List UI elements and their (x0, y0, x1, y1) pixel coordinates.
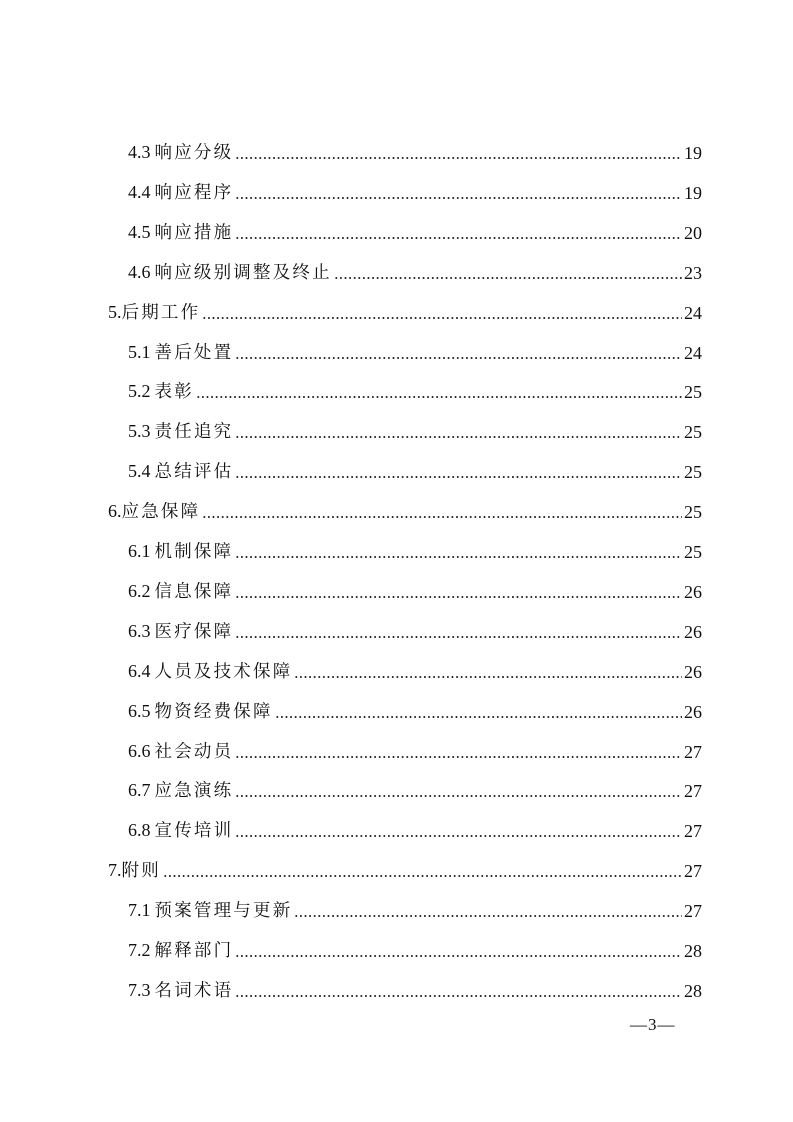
toc-entry-label (108, 301, 202, 324)
dot-leader (163, 875, 682, 877)
dot-leader (235, 556, 682, 558)
toc-entry-number: 6.5 (128, 700, 151, 721)
toc-entry-title: 应急演练 (154, 781, 234, 802)
toc-entry-label (128, 261, 334, 284)
toc-entry-label (128, 221, 235, 244)
toc-entry-page: 24 (684, 302, 702, 323)
toc-entry[interactable] (128, 447, 702, 483)
toc-entry[interactable] (128, 248, 702, 284)
toc-entry[interactable] (128, 806, 702, 842)
toc-entry-label (128, 740, 235, 763)
toc-entry-page: 25 (684, 422, 702, 443)
dot-leader (235, 995, 682, 997)
toc-entry-title: 宣传培训 (154, 821, 234, 842)
dot-leader (235, 596, 682, 598)
toc-entry-label (128, 939, 235, 962)
toc-entry-label (128, 979, 235, 1002)
toc-entry-title: 附则 (121, 861, 161, 882)
toc-entry-title: 信息保障 (154, 581, 234, 602)
toc-entry-page: 19 (684, 182, 702, 203)
dot-leader (235, 436, 682, 438)
toc-entry-label (128, 899, 294, 922)
toc-entry-page: 26 (684, 621, 702, 642)
dot-leader (235, 795, 682, 797)
toc-entry-number: 7.1 (128, 900, 151, 921)
toc-entry-number: 4.6 (128, 261, 151, 282)
toc-entry-page: 25 (684, 502, 702, 523)
toc-entry[interactable] (128, 367, 702, 403)
toc-entry-page: 26 (684, 661, 702, 682)
toc-entry-number: 4.3 (128, 142, 151, 162)
dot-leader (235, 157, 682, 159)
toc-entry-title: 应急保障 (121, 502, 201, 523)
toc-entry-page: 23 (684, 262, 702, 283)
toc-entry-label (128, 580, 235, 603)
toc-entry-number: 6.4 (128, 660, 151, 681)
toc-entry-title: 解释部门 (154, 941, 234, 961)
toc-entry-page: 24 (684, 342, 702, 363)
toc-entry-page: 27 (684, 901, 702, 922)
toc-entry-number: 5.3 (128, 421, 151, 442)
toc-entry-title: 响应程序 (154, 182, 234, 203)
dot-leader (235, 955, 682, 957)
toc-entry-page: 27 (684, 741, 702, 762)
toc-entry[interactable] (128, 886, 702, 922)
toc-entry-title: 预案管理与更新 (154, 901, 293, 922)
toc-entry-title: 表彰 (154, 382, 194, 403)
toc-entry-title: 社会动员 (154, 741, 234, 762)
toc-entry[interactable] (128, 966, 702, 1002)
toc-entry-label (128, 341, 235, 364)
toc-entry-title: 善后处置 (154, 342, 234, 363)
toc-entry-page: 25 (684, 382, 702, 403)
toc-entry-number: 7. (108, 860, 122, 881)
toc-entry-title: 机制保障 (154, 542, 234, 562)
toc-entry[interactable] (128, 208, 702, 244)
toc-entry-title: 人员及技术保障 (154, 661, 293, 682)
dot-leader (235, 476, 682, 478)
toc-entry-number: 7.3 (128, 979, 151, 1000)
toc-entry-title: 医疗保障 (154, 621, 234, 642)
toc-entry-label (108, 859, 163, 882)
dot-leader (275, 716, 682, 718)
toc-entry[interactable] (128, 328, 702, 364)
toc-entry[interactable] (128, 727, 702, 763)
toc-entry-number: 7.2 (128, 940, 151, 960)
toc-entry-label (128, 181, 235, 204)
toc-entry-label (128, 819, 235, 842)
toc-entry-page: 25 (684, 462, 702, 483)
toc-entry-number: 6.6 (128, 740, 151, 761)
toc-entry-label (128, 380, 196, 403)
toc-entry[interactable] (108, 846, 702, 882)
toc-entry-page: 28 (684, 980, 702, 1001)
toc-entry-label (128, 420, 235, 443)
toc-entry-number: 5.4 (128, 461, 151, 482)
toc-entry[interactable] (128, 407, 702, 443)
toc-entry-page: 28 (684, 941, 702, 961)
toc-entry-label (128, 540, 235, 563)
toc-entry-number: 5.1 (128, 341, 151, 362)
toc-entry[interactable] (128, 607, 702, 643)
toc-entry-title: 名词术语 (154, 980, 234, 1001)
toc-entry-number: 5.2 (128, 381, 151, 402)
toc-entry-title: 响应措施 (154, 222, 234, 243)
toc-entry-number: 5. (108, 301, 122, 322)
dot-leader (235, 197, 682, 199)
dot-leader (196, 396, 682, 398)
toc-entry[interactable] (128, 647, 702, 683)
toc-entry-label (128, 700, 275, 723)
toc-entry[interactable] (128, 168, 702, 204)
toc-entry[interactable] (128, 926, 702, 962)
toc-entry-page: 27 (684, 781, 702, 802)
toc-entry-number: 6.2 (128, 580, 151, 601)
toc-entry-label (128, 779, 235, 802)
dot-leader (235, 756, 682, 758)
toc-entry-page: 26 (684, 701, 702, 722)
toc-entry-number: 6.3 (128, 620, 151, 641)
toc-entry-title: 总结评估 (154, 462, 234, 483)
toc-entry[interactable] (128, 766, 702, 802)
toc-entry-title: 响应级别调整及终止 (154, 262, 332, 283)
toc-entry-number: 6.7 (128, 780, 151, 801)
dot-leader (202, 317, 682, 319)
toc-entry[interactable] (108, 487, 702, 523)
toc-entry-page: 27 (684, 861, 702, 882)
toc-entry[interactable] (128, 567, 702, 603)
toc-entry[interactable] (128, 687, 702, 723)
dot-leader (334, 277, 682, 279)
toc-entry-number: 6.8 (128, 820, 151, 841)
toc-entry-title: 责任追究 (154, 422, 234, 443)
toc-entry[interactable] (128, 128, 702, 164)
toc-entry-number: 4.4 (128, 181, 151, 202)
toc-entry[interactable] (108, 288, 702, 324)
toc-entry-page: 27 (684, 821, 702, 842)
toc-entry-label (128, 660, 294, 683)
dot-leader (294, 915, 682, 917)
toc-entry-page: 19 (684, 143, 702, 163)
toc-entry-label (128, 141, 235, 164)
toc-entry-title: 响应分级 (154, 143, 234, 163)
dot-leader (235, 237, 682, 239)
toc-entry-label (128, 620, 235, 643)
toc-entry-label (108, 500, 202, 523)
toc-entry-number: 6. (108, 501, 122, 522)
toc-entry-number: 6.1 (128, 541, 151, 561)
page-number: —3— (630, 1015, 676, 1034)
dot-leader (202, 516, 682, 518)
toc-entry-page: 20 (684, 222, 702, 243)
toc-entry-number: 4.5 (128, 221, 151, 242)
dot-leader (294, 676, 682, 678)
toc-entry-page: 26 (684, 581, 702, 602)
dot-leader (235, 636, 682, 638)
toc-entry-label (128, 460, 235, 483)
toc-entry-page: 25 (684, 542, 702, 562)
dot-leader (235, 835, 682, 837)
toc-entry[interactable] (128, 527, 702, 563)
toc-entry-title: 物资经费保障 (154, 701, 273, 722)
toc-entry-title: 后期工作 (121, 302, 201, 323)
dot-leader (235, 357, 682, 359)
